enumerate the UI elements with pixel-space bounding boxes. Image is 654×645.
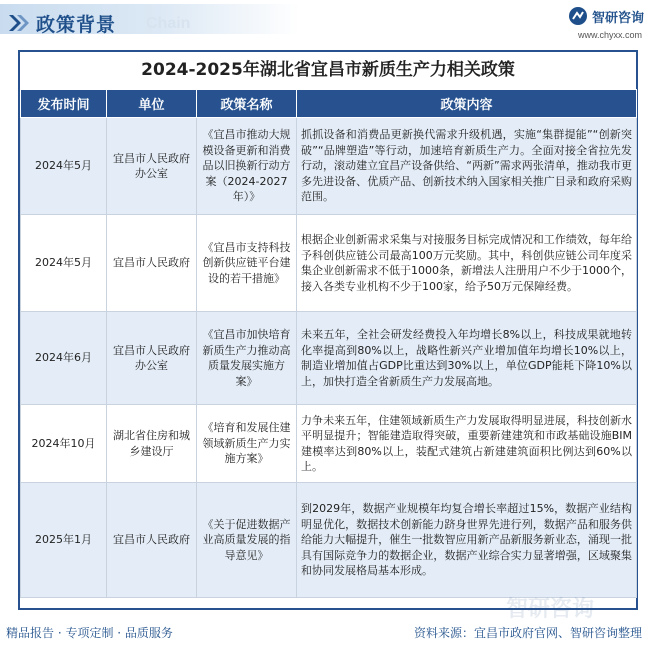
cell-policy-name: 《培育和发展住建领域新质生产力实施方案》 (197, 405, 297, 483)
cell-policy-name: 《宜昌市加快培育新质生产力推动高质量发展实施方案》 (197, 312, 297, 405)
cell-time: 2025年1月 (21, 483, 107, 598)
footer (0, 597, 654, 645)
cell-time: 2024年5月 (21, 118, 107, 215)
column-header-name: 政策名称 (197, 90, 297, 118)
brand-logo-icon (568, 6, 588, 26)
table-header-row (21, 90, 637, 118)
top-header (0, 0, 654, 42)
table-row (21, 483, 637, 598)
cell-unit: 宜昌市人民政府办公室 (107, 118, 197, 215)
cell-policy-name: 《宜昌市支持科技创新供应链平台建设的若干措施》 (197, 215, 297, 312)
cell-unit: 湖北省住房和城乡建设厅 (107, 405, 197, 483)
footer-source: 资料来源：宜昌市政府官网、智研咨询整理 (413, 626, 642, 640)
cell-unit: 宜昌市人民政府 (107, 215, 197, 312)
double-arrow-icon (8, 13, 30, 33)
table-row (21, 215, 637, 312)
cell-policy-content: 抓抓设备和消费品更新换代需求升级机遇，实施“集群提能”“创新突破”“品牌塑造”等行动，加速培育新质生产力。全面对接全省拉先发行动，滚动建立宜昌产设备供给、“两新”需求两张清单，推动我市更多先进设备、优质产品、创新技术纳入国家相关推广目录和政府采购范围。 (297, 118, 637, 215)
policy-table-frame (18, 50, 638, 610)
site-url: www.chyxx.com (577, 30, 642, 40)
cell-unit: 宜昌市人民政府 (107, 483, 197, 598)
section-title-banner (0, 4, 300, 34)
cell-policy-content: 未来五年，全社会研发经费投入年均增长8%以上，科技成果就地转化率提高到80%以上，战略性新兴产业增加值年均增长10%以上，制造业增加值占GDP比重达到30%以上，单位GDP能耗下降10%以上，加快打造全省新质生产力发展高地。 (297, 312, 637, 405)
cell-policy-content: 到2029年，数据产业规模年均复合增长率超过15%，数据产业结构明显优化，数据技术创新能力跻身世界先进行列，数据产品和服务供给能力大幅提升，催生一批数智应用新产品新服务新业态，涌现一批具有国际竞争力的数据企业，数据产业综合实力显著增强，区域聚集和协同发展格局基本形成。 (297, 483, 637, 598)
cell-policy-content: 力争未来五年，住建领域新质生产力发展取得明显进展，科技创新水平明显提升；智能建造取得突破，重要新建建筑和市政基础设施BIM建模率达到80%以上，装配式建筑占新建建筑面积比例达到60%以上。 (297, 405, 637, 483)
brand-logo (568, 6, 644, 26)
table-row (21, 312, 637, 405)
footer-slogan: 精品报告 · 专项定制 · 品质服务 (6, 626, 173, 640)
table-title: 2024-2025年湖北省宜昌市新质生产力相关政策 (20, 52, 636, 88)
cell-unit: 宜昌市人民政府办公室 (107, 312, 197, 405)
column-header-unit: 单位 (107, 90, 197, 118)
cell-policy-content: 根据企业创新需求采集与对接服务目标完成情况和工作绩效，每年给予科创供应链公司最高100万元奖励。其中，科创供应链公司年度采集企业创新需求不低于1000条，新增法人注册用户不少于1000个，接入各类专业机构不少于100家，给予50万元保障经费。 (297, 215, 637, 312)
cell-policy-name: 《关于促进数据产业高质量发展的指导意见》 (197, 483, 297, 598)
cell-time: 2024年6月 (21, 312, 107, 405)
watermark-text: Chain (146, 15, 191, 32)
cell-time: 2024年10月 (21, 405, 107, 483)
section-title: 政策背景 (36, 14, 117, 36)
cell-policy-name: 《宜昌市推动大规模设备更新和消费品以旧换新行动方案（2024-2027年）》 (197, 118, 297, 215)
table-row (21, 405, 637, 483)
policy-table (20, 89, 637, 598)
table-row (21, 118, 637, 215)
cell-time: 2024年5月 (21, 215, 107, 312)
footer-watermark: 智研咨询 (505, 597, 594, 622)
column-header-time: 发布时间 (21, 90, 107, 118)
column-header-content: 政策内容 (297, 90, 637, 118)
brand-name: 智研咨询 (591, 10, 644, 26)
